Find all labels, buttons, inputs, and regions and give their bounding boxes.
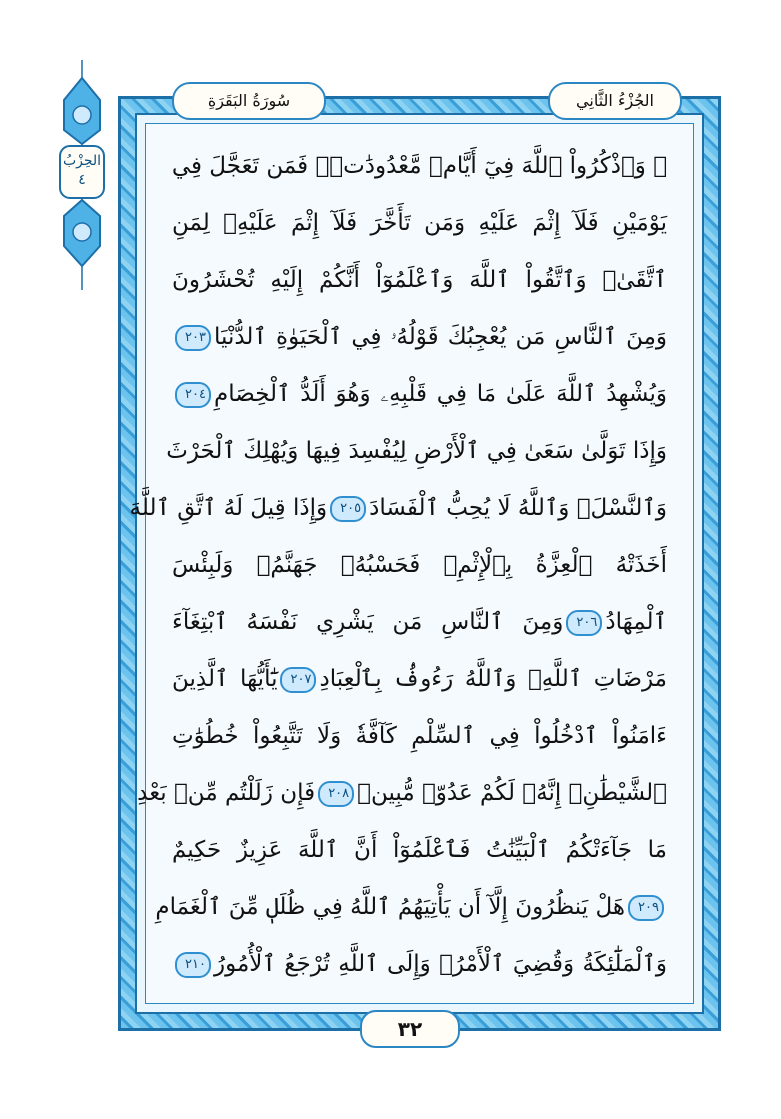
- verse-text: وَٱلنَّسْلَۚ وَٱللَّهُ لَا يُحِبُّ ٱلْفَسَادَ: [369, 495, 667, 521]
- ayah-number-marker: ٢٠٩: [628, 895, 664, 921]
- ayah-number-marker: ٢٠٧: [280, 667, 316, 693]
- verse-text: وَإِذَا تَوَلَّىٰ سَعَىٰ فِي ٱلْأَرْضِ لِيُفْسِدَ فِيهَا وَيُهْلِكَ ٱلْحَرْثَ: [166, 438, 667, 464]
- verse-text: أَخَذَتْهُ ٱلْعِزَّةُ بِٱلْإِثْمِۚ فَحَسْبُهُۥ جَهَنَّمُۖ وَلَبِئْسَ: [172, 552, 667, 578]
- verse-line: [172, 655, 667, 703]
- verse-text: مَا جَآءَتْكُمُ ٱلْبَيِّنَٰتُ فَٱعْلَمُوٓاْ أَنَّ ٱللَّهَ عَزِيزٌ حَكِيمٌ: [172, 837, 667, 863]
- ayah-number-marker: ٢٠٤: [175, 382, 211, 408]
- verse-line: [172, 940, 667, 988]
- juz-name-header: الجُزْءُ الثَّانِي: [548, 82, 682, 120]
- verse-line: [172, 712, 667, 760]
- verse-text: وَإِذَا قِيلَ لَهُ ٱتَّقِ ٱللَّهَ: [129, 495, 328, 521]
- verse-line: [172, 826, 667, 874]
- verse-line: [172, 313, 667, 361]
- verse-text: وَمِنَ ٱلنَّاسِ مَن يَشْرِي نَفْسَهُ ٱبْتِغَآءَ: [172, 609, 564, 635]
- verse-text: هَلْ يَنظُرُونَ إِلَّآ أَن يَأْتِيَهُمُ ٱللَّهُ فِي ظُلَلٖ مِّنَ ٱلْغَمَامِ: [155, 894, 625, 920]
- verse-line: [172, 370, 667, 418]
- verse-text: مَرْضَاتِ ٱللَّهِۚ وَٱللَّهُ رَءُوفُۢ بِٱلْعِبَادِ: [319, 666, 667, 692]
- verse-line: [172, 598, 667, 646]
- verse-text: وَمِنَ ٱلنَّاسِ مَن يُعْجِبُكَ قَوْلُهُۥ فِي ٱلْحَيَوٰةِ ٱلدُّنْيَا: [214, 324, 667, 350]
- verse-line: [172, 142, 667, 190]
- verse-text: يَٰٓأَيُّهَا ٱلَّذِينَ: [172, 666, 278, 692]
- verse-text: وَٱلْمَلَٰٓئِكَةُ وَقُضِيَ ٱلْأَمْرُۚ وَإِلَى ٱللَّهِ تُرْجَعُ ٱلْأُمُورُ: [214, 951, 667, 977]
- verse-text: ۞ وَٱذْكُرُواْ ٱللَّهَ فِيٓ أَيَّامٖ مَّعْدُودَٰتٖۚ فَمَن تَعَجَّلَ فِي: [171, 153, 667, 179]
- verse-line: [172, 256, 667, 304]
- ayah-number-marker: ٢٠٣: [175, 325, 211, 351]
- verse-line: [172, 541, 667, 589]
- verse-line: [129, 484, 667, 532]
- hizb-number: ٤: [78, 172, 86, 188]
- page-number: ٣٢: [360, 1010, 460, 1048]
- verse-text: ٱتَّقَىٰۗ وَٱتَّقُواْ ٱللَّهَ وَٱعْلَمُوٓاْ أَنَّكُمْ إِلَيْهِ تُحْشَرُونَ: [172, 267, 667, 293]
- verse-text: فَإِن زَلَلْتُم مِّنۢ بَعْدِ: [137, 780, 316, 806]
- ayah-number-marker: ٢١٠: [175, 952, 211, 978]
- verse-text: ءَامَنُواْ ٱدْخُلُواْ فِي ٱلسِّلْمِ كَآفَّةٗ وَلَا تَتَّبِعُواْ خُطُوَٰتِ: [172, 723, 667, 749]
- quran-text-panel: [129, 123, 694, 1004]
- verse-line: [155, 883, 667, 931]
- frame-border: [129, 113, 704, 1014]
- verse-text: ٱلشَّيْطَٰنِۚ إِنَّهُۥ لَكُمْ عَدُوّٞ مُّبِينٞ: [357, 780, 667, 806]
- verse-line: [137, 769, 667, 817]
- verse-line: [172, 199, 667, 247]
- verse-line: [166, 427, 667, 475]
- hizb-label: الحِزْبُ: [62, 153, 102, 169]
- verse-text: يَوْمَيْنِ فَلَآ إِثْمَ عَلَيْهِ وَمَن تَأَخَّرَ فَلَآ إِثْمَ عَلَيْهِۖ لِمَنِ: [172, 210, 667, 236]
- ayah-number-marker: ٢٠٥: [330, 496, 366, 522]
- verse-text: ٱلْمِهَادُ: [605, 609, 667, 635]
- ayah-number-marker: ٢٠٨: [318, 781, 354, 807]
- ayah-number-marker: ٢٠٦: [566, 610, 602, 636]
- verse-text: وَيُشْهِدُ ٱللَّهَ عَلَىٰ مَا فِي قَلْبِهِۦ وَهُوَ أَلَدُّ ٱلْخِصَامِ: [214, 381, 667, 407]
- surah-name-header: سُورَةُ البَقَرَةِ: [172, 82, 326, 120]
- page-frame: [118, 96, 721, 1031]
- hizb-marker: [56, 60, 108, 290]
